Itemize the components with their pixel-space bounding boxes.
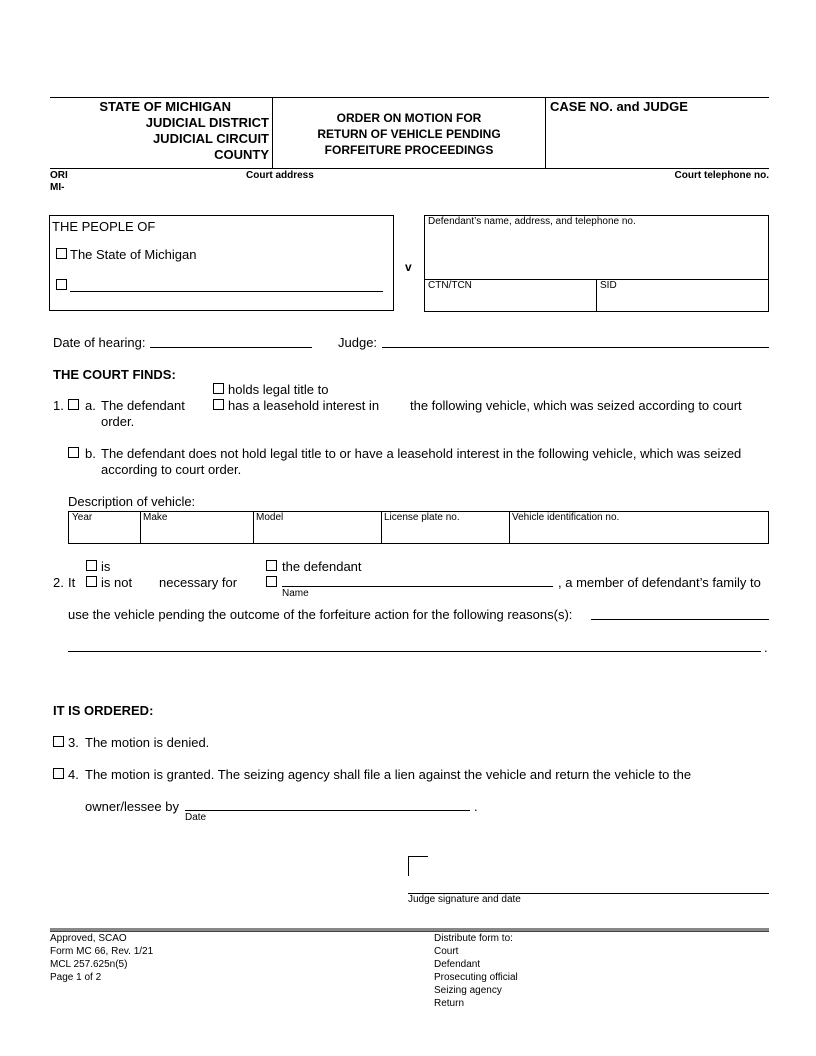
- distribute-seizing-agency: Seizing agency: [434, 985, 502, 996]
- is-not-option: is not: [101, 575, 133, 590]
- signature-corner-top: [408, 856, 428, 857]
- finding-a-checkbox[interactable]: [68, 399, 79, 410]
- header-bottom-rule: [50, 168, 769, 169]
- footer-page: Page 1 of 2: [50, 972, 102, 983]
- holds-title-checkbox[interactable]: [213, 383, 224, 394]
- judicial-circuit: JUDICIAL CIRCUIT: [152, 131, 269, 146]
- distribute-court: Court: [434, 946, 459, 957]
- granted-text: The motion is granted. The seizing agency shall file a lien against the vehicle and return the vehicle to the: [85, 767, 692, 782]
- vehicle-col-year[interactable]: Year: [72, 512, 93, 523]
- the-defendant-checkbox[interactable]: [266, 560, 277, 571]
- leasehold-option: has a leasehold interest in: [228, 398, 380, 413]
- court-telephone-label: Court telephone no.: [674, 170, 769, 181]
- owner-lessee-text: owner/lessee by: [85, 799, 179, 814]
- denied-text: The motion is denied.: [85, 735, 210, 750]
- vehicle-col-license-plate[interactable]: License plate no.: [384, 512, 460, 523]
- header-divider-2: [545, 97, 546, 168]
- item-4-number: 4.: [68, 767, 79, 782]
- member-text: , a member of defendant’s family to: [558, 575, 761, 590]
- denied-checkbox[interactable]: [53, 736, 64, 747]
- item-2-number: 2.: [53, 575, 64, 590]
- finding-a-defendant: The defendant: [101, 398, 185, 413]
- return-date-line[interactable]: [185, 810, 470, 811]
- distribute-label: Distribute form to:: [434, 933, 513, 944]
- distribute-prosecuting-official: Prosecuting official: [434, 972, 518, 983]
- mi-label: MI-: [50, 182, 65, 193]
- ori-label: ORI: [50, 170, 68, 181]
- footer-approved: Approved, SCAO: [50, 933, 127, 944]
- form-title-line-2: RETURN OF VEHICLE PENDING: [317, 127, 501, 141]
- reasons-period: .: [764, 640, 768, 655]
- leasehold-checkbox[interactable]: [213, 399, 224, 410]
- versus-label: v: [405, 260, 412, 274]
- form-title-line-3: FORFEITURE PROCEEDINGS: [324, 143, 494, 157]
- is-checkbox[interactable]: [86, 560, 97, 571]
- footer-rule: [50, 928, 769, 932]
- defendant-label: Defendant’s name, address, and telephone no.: [428, 216, 636, 227]
- finding-b-label: b.: [85, 446, 96, 461]
- ctn-label: CTN/TCN: [428, 280, 472, 291]
- distribute-defendant: Defendant: [434, 959, 481, 970]
- other-plaintiff-line[interactable]: [70, 291, 383, 292]
- footer-form: Form MC 66, Rev. 1/21: [50, 946, 154, 957]
- date-of-hearing-label: Date of hearing:: [53, 335, 146, 350]
- state-of-michigan-option: The State of Michigan: [70, 247, 197, 262]
- date-caption: Date: [185, 812, 207, 823]
- other-plaintiff-checkbox[interactable]: [56, 279, 67, 290]
- reasons-line-1[interactable]: [591, 619, 769, 620]
- vehicle-col-divider-4: [509, 511, 510, 544]
- it-label: It: [68, 575, 76, 590]
- finding-a-rest: the following vehicle, which was seized according to court: [410, 398, 742, 413]
- is-option: is: [101, 559, 111, 574]
- necessary-for-label: necessary for: [159, 575, 238, 590]
- holds-title-option: holds legal title to: [228, 382, 329, 397]
- name-caption: Name: [282, 588, 309, 599]
- state-of-michigan-checkbox[interactable]: [56, 248, 67, 259]
- case-no-label: CASE NO. and JUDGE: [550, 99, 688, 114]
- vehicle-col-vin[interactable]: Vehicle identification no.: [512, 512, 620, 523]
- vehicle-col-divider-2: [253, 511, 254, 544]
- finding-a-label: a.: [85, 398, 96, 413]
- the-defendant-option: the defendant: [282, 559, 362, 574]
- vehicle-col-divider-1: [140, 511, 141, 544]
- judge-line[interactable]: [382, 347, 769, 348]
- vehicle-col-make[interactable]: Make: [143, 512, 168, 523]
- footer-mcl: MCL 257.625n(5): [50, 959, 128, 970]
- signature-corner-left: [408, 856, 409, 876]
- state-of-michigan: STATE OF MICHIGAN: [99, 99, 231, 114]
- it-is-ordered-heading: IT IS ORDERED:: [53, 703, 154, 718]
- sid-label: SID: [600, 280, 617, 291]
- finding-b-text-1: The defendant does not hold legal title to or have a leasehold interest in the following vehicle, which was seized: [101, 446, 742, 461]
- reasons-line-2[interactable]: [68, 651, 761, 652]
- court-finds-heading: THE COURT FINDS:: [53, 367, 176, 382]
- item-3-number: 3.: [68, 735, 79, 750]
- case-no-field[interactable]: [548, 116, 767, 166]
- finding-a-rest-2: order.: [101, 414, 135, 429]
- header-top-rule: [50, 97, 769, 98]
- distribute-return: Return: [434, 998, 465, 1009]
- granted-checkbox[interactable]: [53, 768, 64, 779]
- vehicle-col-divider-3: [381, 511, 382, 544]
- is-not-checkbox[interactable]: [86, 576, 97, 587]
- owner-period: .: [474, 799, 478, 814]
- form-title-line-1: ORDER ON MOTION FOR: [336, 111, 482, 125]
- judicial-district: JUDICIAL DISTRICT: [145, 115, 269, 130]
- use-vehicle-text: use the vehicle pending the outcome of the forfeiture action for the following reasons(s):: [68, 607, 573, 622]
- vehicle-description-label: Description of vehicle:: [68, 494, 196, 509]
- finding-b-checkbox[interactable]: [68, 447, 79, 458]
- finding-b-text-2: according to court order.: [101, 462, 242, 477]
- court-address-label: Court address: [246, 170, 314, 181]
- judge-label: Judge:: [338, 335, 378, 350]
- date-of-hearing-line[interactable]: [150, 347, 312, 348]
- family-member-name-line[interactable]: [282, 586, 553, 587]
- ctn-sid-divider: [596, 279, 597, 312]
- people-of-label: THE PEOPLE OF: [52, 219, 156, 234]
- vehicle-col-model[interactable]: Model: [256, 512, 284, 523]
- judge-signature-label: Judge signature and date: [408, 894, 521, 905]
- family-member-checkbox[interactable]: [266, 576, 277, 587]
- county: COUNTY: [214, 147, 269, 162]
- item-1-number: 1.: [53, 398, 64, 413]
